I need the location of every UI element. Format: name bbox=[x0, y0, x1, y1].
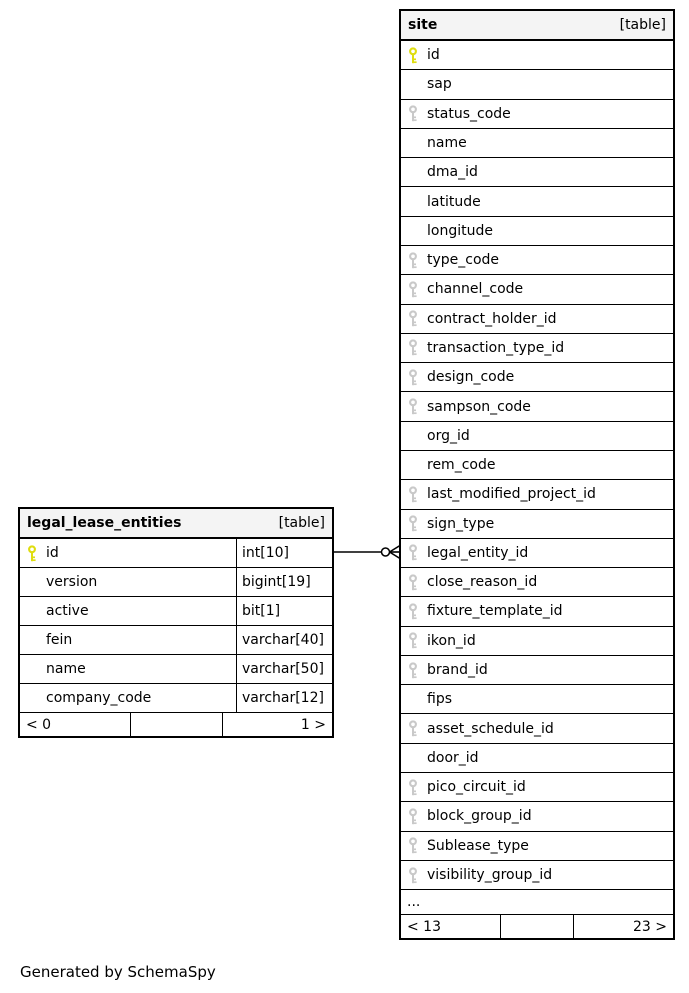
column-name: block_group_id bbox=[427, 808, 532, 825]
column-name: company_code bbox=[46, 690, 152, 706]
column-row-visibility_group_id[interactable] bbox=[401, 861, 673, 890]
column-name-cell[interactable] bbox=[401, 656, 673, 684]
table-type-badge: [table] bbox=[619, 17, 666, 33]
column-type: bigint[19] bbox=[236, 568, 332, 596]
foreign-key-icon bbox=[408, 574, 418, 591]
column-type: int[10] bbox=[236, 539, 332, 567]
primary-key-icon bbox=[27, 545, 37, 562]
related-count-right: 23 > bbox=[633, 918, 667, 935]
table-title[interactable]: legal_lease_entities bbox=[27, 515, 182, 531]
table-title[interactable]: site bbox=[408, 17, 438, 33]
column-name-cell[interactable] bbox=[401, 744, 673, 772]
column-row-sign_type[interactable] bbox=[401, 510, 673, 539]
foreign-key-icon bbox=[408, 720, 418, 737]
column-name-cell[interactable] bbox=[401, 275, 673, 303]
table-type-badge: [table] bbox=[278, 515, 325, 531]
column-name: id bbox=[46, 545, 59, 561]
table-header[interactable] bbox=[401, 11, 673, 41]
column-name: version bbox=[46, 574, 98, 590]
related-count-left: < 13 bbox=[407, 918, 441, 935]
column-name: org_id bbox=[427, 427, 470, 444]
column-row-sampson_code[interactable] bbox=[401, 392, 673, 421]
column-name: door_id bbox=[427, 749, 479, 766]
column-row-design_code[interactable] bbox=[401, 363, 673, 392]
column-name-cell[interactable] bbox=[401, 832, 673, 860]
foreign-key-icon bbox=[408, 603, 418, 620]
column-row-sap[interactable] bbox=[401, 70, 673, 99]
column-row-rem_code[interactable] bbox=[401, 451, 673, 480]
column-name-cell[interactable] bbox=[401, 217, 673, 245]
column-name: sap bbox=[427, 76, 452, 93]
column-name: legal_entity_id bbox=[427, 544, 529, 561]
foreign-key-icon bbox=[408, 515, 418, 532]
table-header[interactable] bbox=[20, 509, 332, 539]
column-name-cell[interactable] bbox=[401, 861, 673, 889]
foreign-key-icon bbox=[408, 632, 418, 649]
column-row-active[interactable] bbox=[20, 597, 332, 626]
column-row-transaction_type_id[interactable] bbox=[401, 334, 673, 363]
column-name: sign_type bbox=[427, 515, 495, 532]
column-name: dma_id bbox=[427, 164, 478, 181]
column-name: fein bbox=[46, 632, 73, 648]
foreign-key-icon bbox=[408, 837, 418, 854]
table-legal-lease-entities bbox=[18, 507, 334, 738]
foreign-key-icon bbox=[408, 808, 418, 825]
column-row-company_code[interactable] bbox=[20, 684, 332, 713]
column-rows bbox=[401, 41, 673, 890]
column-name-cell[interactable] bbox=[401, 510, 673, 538]
foreign-key-icon bbox=[408, 339, 418, 356]
column-row-legal_entity_id[interactable] bbox=[401, 539, 673, 568]
column-name-cell[interactable] bbox=[401, 480, 673, 508]
truncated-columns-row[interactable]: ... bbox=[401, 890, 673, 915]
column-row-latitude[interactable] bbox=[401, 187, 673, 216]
column-name: type_code bbox=[427, 252, 500, 269]
foreign-key-icon bbox=[408, 662, 418, 679]
generator-credit: Generated by SchemaSpy bbox=[20, 963, 216, 981]
column-name-cell[interactable] bbox=[401, 773, 673, 801]
foreign-key-icon bbox=[408, 398, 418, 415]
column-name-cell[interactable] bbox=[401, 41, 673, 69]
column-type: varchar[40] bbox=[236, 626, 332, 654]
table-footer bbox=[20, 713, 332, 736]
column-name-cell[interactable] bbox=[401, 422, 673, 450]
primary-key-icon bbox=[408, 47, 418, 64]
column-name: Sublease_type bbox=[427, 837, 529, 854]
column-name: name bbox=[427, 134, 467, 151]
foreign-key-icon bbox=[408, 867, 418, 884]
column-row-id[interactable] bbox=[401, 41, 673, 70]
column-name-cell[interactable] bbox=[401, 129, 673, 157]
column-name-cell[interactable] bbox=[401, 685, 673, 713]
column-row-block_group_id[interactable] bbox=[401, 802, 673, 831]
foreign-key-icon bbox=[408, 281, 418, 298]
column-name: latitude bbox=[427, 193, 481, 210]
column-row-org_id[interactable] bbox=[401, 422, 673, 451]
foreign-key-icon bbox=[408, 310, 418, 327]
related-count-right: 1 > bbox=[300, 716, 326, 733]
column-name: brand_id bbox=[427, 662, 488, 679]
table-site bbox=[399, 9, 675, 940]
foreign-key-icon bbox=[408, 486, 418, 503]
column-row-channel_code[interactable] bbox=[401, 275, 673, 304]
column-name-cell[interactable] bbox=[401, 187, 673, 215]
column-name-cell[interactable] bbox=[401, 100, 673, 128]
column-name: name bbox=[46, 661, 86, 677]
column-row-type_code[interactable] bbox=[401, 246, 673, 275]
column-row-status_code[interactable] bbox=[401, 100, 673, 129]
column-name: ikon_id bbox=[427, 632, 476, 649]
column-row-contract_holder_id[interactable] bbox=[401, 305, 673, 334]
foreign-key-icon bbox=[408, 252, 418, 269]
foreign-key-icon bbox=[408, 779, 418, 796]
column-row-longitude[interactable] bbox=[401, 217, 673, 246]
column-name: pico_circuit_id bbox=[427, 779, 526, 796]
column-name: id bbox=[427, 47, 440, 64]
related-count-left: < 0 bbox=[26, 716, 52, 733]
column-row-Sublease_type[interactable] bbox=[401, 832, 673, 861]
column-name: fips bbox=[427, 691, 452, 708]
column-name-cell[interactable] bbox=[401, 714, 673, 742]
foreign-key-icon bbox=[408, 544, 418, 561]
column-name-cell[interactable] bbox=[20, 568, 236, 596]
column-row-id[interactable] bbox=[20, 539, 332, 568]
column-row-close_reason_id[interactable] bbox=[401, 568, 673, 597]
column-row-name[interactable] bbox=[401, 129, 673, 158]
column-row-dma_id[interactable] bbox=[401, 158, 673, 187]
column-row-fips[interactable] bbox=[401, 685, 673, 714]
foreign-key-icon bbox=[408, 369, 418, 386]
column-type: varchar[12] bbox=[236, 684, 332, 712]
column-name-cell[interactable] bbox=[401, 158, 673, 186]
column-name-cell[interactable] bbox=[20, 684, 236, 712]
column-row-last_modified_project_id[interactable] bbox=[401, 480, 673, 509]
column-name: active bbox=[46, 603, 89, 619]
column-name-cell[interactable] bbox=[401, 246, 673, 274]
column-name: rem_code bbox=[427, 457, 496, 474]
column-row-fein[interactable] bbox=[20, 626, 332, 655]
column-row-door_id[interactable] bbox=[401, 744, 673, 773]
column-type: bit[1] bbox=[236, 597, 332, 625]
column-name: sampson_code bbox=[427, 398, 531, 415]
column-name-cell[interactable] bbox=[401, 334, 673, 362]
column-name-cell[interactable] bbox=[20, 626, 236, 654]
column-name: longitude bbox=[427, 222, 493, 239]
column-name: last_modified_project_id bbox=[427, 486, 596, 503]
column-name: channel_code bbox=[427, 281, 524, 298]
column-name: fixture_template_id bbox=[427, 603, 563, 620]
column-row-version[interactable] bbox=[20, 568, 332, 597]
column-row-fixture_template_id[interactable] bbox=[401, 597, 673, 626]
column-row-asset_schedule_id[interactable] bbox=[401, 714, 673, 743]
column-row-name[interactable] bbox=[20, 655, 332, 684]
column-rows bbox=[20, 539, 332, 713]
column-name-cell[interactable] bbox=[20, 597, 236, 625]
foreign-key-icon bbox=[408, 105, 418, 122]
column-name-cell[interactable] bbox=[401, 392, 673, 420]
column-row-ikon_id[interactable] bbox=[401, 627, 673, 656]
column-name: design_code bbox=[427, 369, 515, 386]
column-name-cell[interactable] bbox=[401, 627, 673, 655]
column-name-cell[interactable] bbox=[401, 597, 673, 625]
column-name-cell[interactable] bbox=[401, 363, 673, 391]
column-name: transaction_type_id bbox=[427, 339, 565, 356]
zero-or-one-circle-icon bbox=[382, 548, 390, 556]
column-name: asset_schedule_id bbox=[427, 720, 554, 737]
column-name: contract_holder_id bbox=[427, 310, 557, 327]
column-name: close_reason_id bbox=[427, 574, 538, 591]
column-name: status_code bbox=[427, 105, 511, 122]
column-name-cell[interactable] bbox=[20, 655, 236, 683]
column-type: varchar[50] bbox=[236, 655, 332, 683]
column-name-cell[interactable] bbox=[401, 539, 673, 567]
column-name-cell[interactable] bbox=[401, 305, 673, 333]
footer-middle-cell bbox=[500, 915, 574, 938]
column-row-brand_id[interactable] bbox=[401, 656, 673, 685]
column-name-cell[interactable] bbox=[401, 70, 673, 98]
column-name: visibility_group_id bbox=[427, 867, 553, 884]
column-name-cell[interactable] bbox=[401, 451, 673, 479]
table-footer bbox=[401, 915, 673, 938]
column-name-cell[interactable] bbox=[401, 568, 673, 596]
column-name-cell[interactable] bbox=[20, 539, 236, 567]
column-row-pico_circuit_id[interactable] bbox=[401, 773, 673, 802]
footer-middle-cell bbox=[130, 713, 223, 736]
column-name-cell[interactable] bbox=[401, 802, 673, 830]
